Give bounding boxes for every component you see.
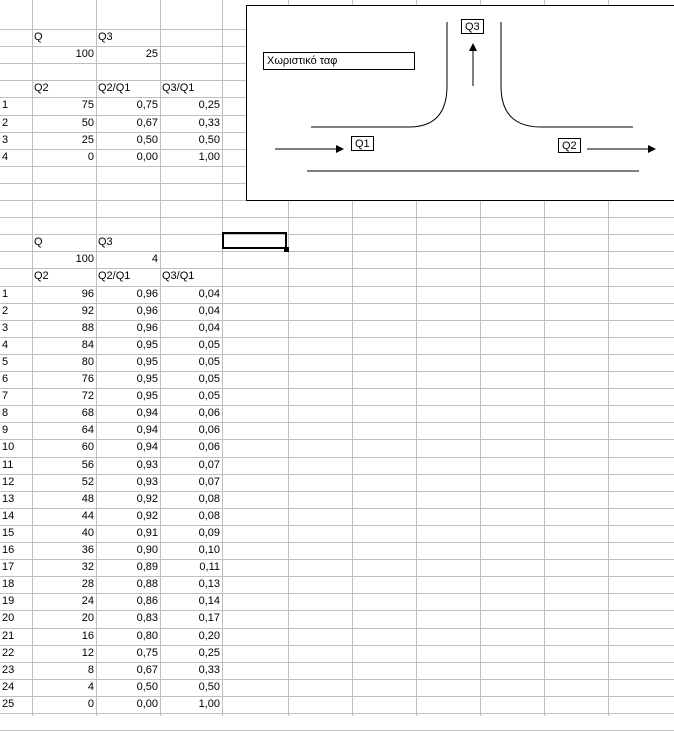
header-q[interactable]: Q xyxy=(34,31,43,43)
table-cell-q3-q1[interactable]: 0,33 xyxy=(198,664,220,676)
table-cell-q2[interactable]: 68 xyxy=(81,407,94,419)
table-cell-q2[interactable]: 80 xyxy=(81,356,94,368)
table-cell-q2-q1[interactable]: 0,93 xyxy=(136,476,158,488)
header-q3[interactable]: Q3 xyxy=(98,236,113,248)
table-cell-q2-q1[interactable]: 0,94 xyxy=(136,441,158,453)
table-cell-q2[interactable]: 32 xyxy=(81,561,94,573)
table-cell-q3-q1[interactable]: 0,33 xyxy=(198,117,220,129)
row-index[interactable]: 13 xyxy=(2,493,15,505)
row-index[interactable]: 3 xyxy=(2,322,9,334)
row-index[interactable]: 5 xyxy=(2,356,9,368)
table-cell-q3-q1[interactable]: 0,08 xyxy=(198,493,220,505)
table-cell-q3-q1[interactable]: 0,04 xyxy=(198,305,220,317)
table-cell-q2[interactable]: 96 xyxy=(81,288,94,300)
table-cell-q2-q1[interactable]: 0,50 xyxy=(136,681,158,693)
table-cell-q3-q1[interactable]: 0,11 xyxy=(199,561,220,573)
table-cell-q2[interactable]: 60 xyxy=(81,441,94,453)
table-cell-q3-q1[interactable]: 0,06 xyxy=(198,407,220,419)
table-cell-q2-q1[interactable]: 0,80 xyxy=(136,630,158,642)
table-cell-q2[interactable]: 36 xyxy=(81,544,94,556)
table-cell-q2[interactable]: 76 xyxy=(81,373,94,385)
row-index[interactable]: 4 xyxy=(2,339,9,351)
row-index[interactable]: 18 xyxy=(2,578,15,590)
row-index[interactable]: 4 xyxy=(2,151,9,163)
table-cell-q3-q1[interactable]: 0,09 xyxy=(198,527,220,539)
table-cell-q2-q1[interactable]: 0,90 xyxy=(136,544,158,556)
table-cell-q2-q1[interactable]: 0,88 xyxy=(136,578,158,590)
table-cell-q2[interactable]: 12 xyxy=(81,647,94,659)
table-cell-q3-q1[interactable]: 0,50 xyxy=(198,134,220,146)
table-cell-q3-q1[interactable]: 0,05 xyxy=(198,373,220,385)
table-cell-q2[interactable]: 16 xyxy=(81,630,94,642)
table-cell-q3-q1[interactable]: 1,00 xyxy=(198,151,220,163)
table-cell-q3-q1[interactable]: 0,05 xyxy=(198,356,220,368)
q3-label[interactable]: Q3 xyxy=(461,19,484,34)
table-cell-q2[interactable]: 64 xyxy=(81,424,94,436)
row-index[interactable]: 16 xyxy=(2,544,15,556)
branch-right-wall xyxy=(501,22,541,127)
row-index[interactable]: 17 xyxy=(2,561,15,573)
selected-cell[interactable] xyxy=(222,232,287,249)
row-index[interactable]: 23 xyxy=(2,664,15,676)
table-cell-q3-q1[interactable]: 0,04 xyxy=(198,322,220,334)
table-cell-q2-q1[interactable]: 0,83 xyxy=(136,612,158,624)
diagram-title-box[interactable]: Χωριστικό ταφ xyxy=(263,52,415,70)
row-index[interactable]: 12 xyxy=(2,476,15,488)
table-cell-q2-q1[interactable]: 0,86 xyxy=(136,595,158,607)
table-cell-q2[interactable]: 40 xyxy=(81,527,94,539)
row-index[interactable]: 20 xyxy=(2,612,15,624)
table-cell-q2[interactable]: 0 xyxy=(87,151,94,163)
table-cell-q3-q1[interactable]: 0,17 xyxy=(198,612,220,624)
table-cell-q2-q1[interactable]: 0,50 xyxy=(136,134,158,146)
table-cell-q2[interactable]: 4 xyxy=(87,681,94,693)
row-index[interactable]: 22 xyxy=(2,647,15,659)
table-cell-q2[interactable]: 72 xyxy=(81,390,94,402)
table-cell-q2[interactable]: 48 xyxy=(81,493,94,505)
fill-handle[interactable] xyxy=(284,247,289,252)
junction-drawing xyxy=(247,6,674,202)
value-q[interactable]: 100 xyxy=(75,253,94,265)
row-index[interactable]: 6 xyxy=(2,373,9,385)
table-cell-q2-q1[interactable]: 0,92 xyxy=(136,493,158,505)
table-cell-q2[interactable]: 56 xyxy=(81,459,94,471)
grid-row-line xyxy=(0,713,674,714)
table-cell-q3-q1[interactable]: 0,25 xyxy=(198,647,220,659)
table-cell-q2-q1[interactable]: 0,95 xyxy=(136,356,158,368)
row-index[interactable]: 1 xyxy=(2,99,9,111)
row-index[interactable]: 10 xyxy=(2,441,15,453)
table-cell-q3-q1[interactable]: 0,07 xyxy=(198,459,220,471)
table-cell-q2-q1[interactable]: 0,92 xyxy=(136,510,158,522)
table-cell-q2-q1[interactable]: 0,00 xyxy=(136,151,158,163)
table-cell-q2[interactable]: 20 xyxy=(81,612,94,624)
table-cell-q2-q1[interactable]: 0,67 xyxy=(136,117,158,129)
row-index[interactable]: 1 xyxy=(2,288,9,300)
table-cell-q3-q1[interactable]: 0,50 xyxy=(198,681,220,693)
table-cell-q2[interactable]: 25 xyxy=(81,134,94,146)
table-cell-q2-q1[interactable]: 0,67 xyxy=(136,664,158,676)
table-cell-q2-q1[interactable]: 0,96 xyxy=(136,288,158,300)
table-cell-q3-q1[interactable]: 0,05 xyxy=(198,339,220,351)
table-cell-q2-q1[interactable]: 0,95 xyxy=(136,339,158,351)
row-index[interactable]: 11 xyxy=(2,459,14,471)
row-index[interactable]: 24 xyxy=(2,681,15,693)
table-cell-q2[interactable]: 0 xyxy=(87,698,94,710)
table-cell-q3-q1[interactable]: 0,06 xyxy=(198,441,220,453)
table-cell-q3-q1[interactable]: 0,07 xyxy=(198,476,220,488)
table-cell-q2-q1[interactable]: 0,95 xyxy=(136,373,158,385)
table-cell-q2[interactable]: 52 xyxy=(81,476,94,488)
row-index[interactable]: 3 xyxy=(2,134,9,146)
tee-junction-diagram[interactable] xyxy=(246,5,674,201)
table-cell-q2-q1[interactable]: 0,93 xyxy=(136,459,158,471)
row-index[interactable]: 2 xyxy=(2,305,9,317)
row-index[interactable]: 2 xyxy=(2,117,9,129)
table-cell-q3-q1[interactable]: 0,10 xyxy=(198,544,220,556)
value-q3[interactable]: 4 xyxy=(151,253,158,265)
branch-left-wall xyxy=(409,22,447,127)
grid-row-line xyxy=(0,217,674,218)
table-cell-q3-q1[interactable]: 0,20 xyxy=(198,630,220,642)
table-cell-q2-q1[interactable]: 0,94 xyxy=(136,407,158,419)
row-index[interactable]: 7 xyxy=(2,390,9,402)
table-cell-q2-q1[interactable]: 0,91 xyxy=(136,527,158,539)
table-cell-q3-q1[interactable]: 0,08 xyxy=(198,510,220,522)
value-q3[interactable]: 25 xyxy=(145,48,158,60)
row-index[interactable]: 19 xyxy=(2,595,15,607)
row-index[interactable]: 9 xyxy=(2,424,9,436)
table-cell-q2-q1[interactable]: 0,75 xyxy=(136,647,158,659)
table-cell-q2[interactable]: 28 xyxy=(81,578,94,590)
row-index[interactable]: 14 xyxy=(2,510,15,522)
table-cell-q2-q1[interactable]: 0,75 xyxy=(136,99,158,111)
header-q[interactable]: Q xyxy=(34,236,43,248)
column-header-q3-q1[interactable]: Q3/Q1 xyxy=(162,82,195,94)
table-cell-q2[interactable]: 84 xyxy=(81,339,94,351)
table-cell-q2-q1[interactable]: 0,95 xyxy=(136,390,158,402)
grid-column-line xyxy=(222,0,223,716)
column-header-q2[interactable]: Q2 xyxy=(34,270,49,282)
column-header-q3-q1[interactable]: Q3/Q1 xyxy=(162,270,195,282)
header-q3[interactable]: Q3 xyxy=(98,31,113,43)
table-cell-q2[interactable]: 24 xyxy=(81,595,94,607)
table-cell-q3-q1[interactable]: 0,14 xyxy=(198,595,220,607)
q2-label[interactable]: Q2 xyxy=(558,138,581,153)
table-cell-q2[interactable]: 8 xyxy=(87,664,94,676)
table-cell-q3-q1[interactable]: 0,06 xyxy=(198,424,220,436)
row-index[interactable]: 25 xyxy=(2,698,15,710)
column-header-q2[interactable]: Q2 xyxy=(34,82,49,94)
row-index[interactable]: 8 xyxy=(2,407,9,419)
table-cell-q3-q1[interactable]: 0,04 xyxy=(198,288,220,300)
table-cell-q3-q1[interactable]: 0,05 xyxy=(198,390,220,402)
table-cell-q2-q1[interactable]: 0,00 xyxy=(136,698,158,710)
table-cell-q2-q1[interactable]: 0,89 xyxy=(136,561,158,573)
table-cell-q3-q1[interactable]: 0,13 xyxy=(198,578,220,590)
row-index[interactable]: 21 xyxy=(2,630,15,642)
table-cell-q2-q1[interactable]: 0,96 xyxy=(136,322,158,334)
q1-label[interactable]: Q1 xyxy=(351,136,374,151)
column-header-q2-q1[interactable]: Q2/Q1 xyxy=(98,82,131,94)
table-cell-q3-q1[interactable]: 1,00 xyxy=(198,698,220,710)
table-cell-q2[interactable]: 50 xyxy=(81,117,94,129)
column-header-q2-q1[interactable]: Q2/Q1 xyxy=(98,270,131,282)
table-cell-q2[interactable]: 44 xyxy=(81,510,94,522)
table-cell-q2[interactable]: 75 xyxy=(81,99,94,111)
table-cell-q2-q1[interactable]: 0,94 xyxy=(136,424,158,436)
table-cell-q2[interactable]: 92 xyxy=(81,305,94,317)
table-cell-q2-q1[interactable]: 0,96 xyxy=(136,305,158,317)
table-cell-q2[interactable]: 88 xyxy=(81,322,94,334)
row-index[interactable]: 15 xyxy=(2,527,15,539)
value-q[interactable]: 100 xyxy=(75,48,94,60)
table-cell-q3-q1[interactable]: 0,25 xyxy=(198,99,220,111)
